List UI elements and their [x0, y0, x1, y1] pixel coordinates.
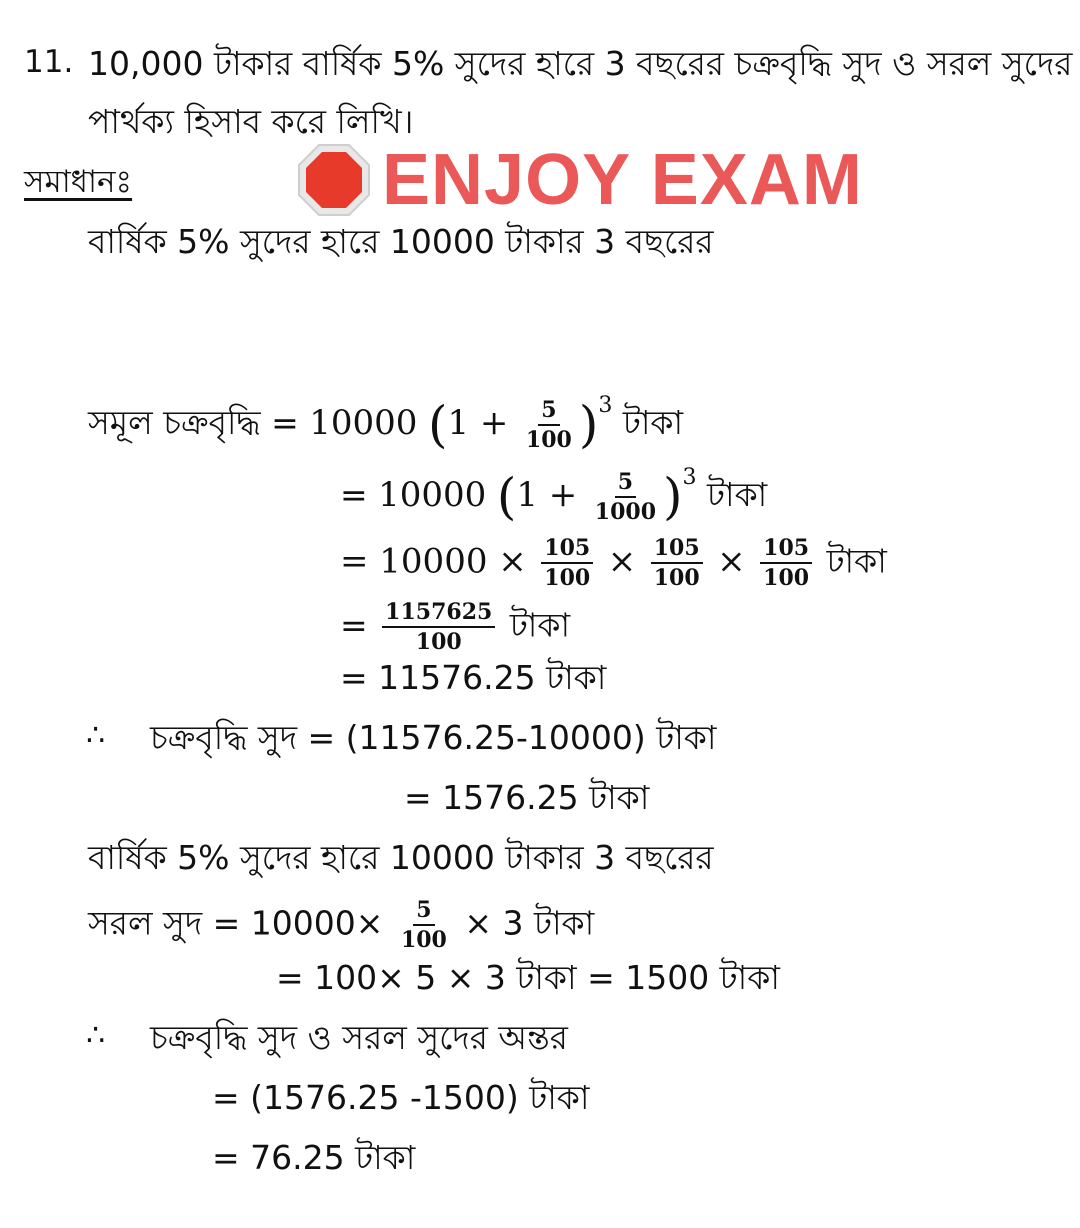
- intro-line-1: বার্ষিক 5% সুদের হারে 10000 টাকার 3 বছরের: [88, 222, 714, 261]
- compound-label: সমূল চক্রবৃদ্ধি: [88, 403, 261, 442]
- compound-step-2: = 10000 (1 + $\frac{5}{1000}$ )$^3$ টাকা: [340, 465, 768, 526]
- question-number: 11.: [24, 44, 74, 80]
- factor-fraction: $\frac{105}{100}$: [760, 536, 812, 590]
- simple-interest-line2: = 100× 5 × 3 টাকা = 1500 টাকা: [276, 958, 780, 997]
- intro-line-2: বার্ষিক 5% সুদের হারে 10000 টাকার 3 বছরের: [88, 838, 714, 877]
- difference-line2: = 76.25 টাকা: [212, 1138, 416, 1177]
- simple-interest-line1: সরল সুদ = 10000× $\frac{5}{100}$ × 3 টাকা: [88, 897, 595, 953]
- therefore-symbol: ∴: [86, 718, 106, 753]
- compound-step-4: = $\frac{1157625}{100}$ টাকা: [340, 599, 571, 655]
- therefore-symbol: ∴: [86, 1018, 106, 1053]
- compound-interest-line2: = 1576.25 টাকা: [404, 778, 650, 817]
- compound-step-1: সমূল চক্রবৃদ্ধি = 10000 (1 + $\frac{5}{100}$ )$^3$ টাকা: [88, 393, 684, 454]
- rate-fraction: $\frac{5}{100}$: [400, 897, 447, 953]
- compound-interest-line1: চক্রবৃদ্ধি সুদ = (11576.25-10000) টাকা: [150, 718, 717, 757]
- solution-label: সমাধানঃ: [24, 164, 133, 200]
- compound-step-3: = 10000 × $\frac{105}{100}$ × $\frac{105}{100}$ × $\frac{105}{100}$ টাকা: [340, 535, 887, 591]
- factor-fraction: $\frac{105}{100}$: [541, 536, 593, 590]
- factor-fraction: $\frac{105}{100}$: [651, 536, 703, 590]
- result-fraction: $\frac{1157625}{100}$: [382, 600, 495, 654]
- rate-fraction: $\frac{5}{1000}$: [594, 468, 657, 525]
- difference-line1: = (1576.25 -1500) টাকা: [212, 1078, 590, 1117]
- watermark-text: ENJOY EXAM: [382, 140, 863, 220]
- watermark: [296, 140, 863, 220]
- question-text-line2: পার্থক্য হিসাব করে লিখি।: [88, 102, 414, 141]
- compound-step-5: = 11576.25 টাকা: [340, 658, 607, 697]
- difference-label: চক্রবৃদ্ধি সুদ ও সরল সুদের অন্তর: [150, 1018, 568, 1057]
- question-text-line1: 10,000 টাকার বার্ষিক 5% সুদের হারে 3 বছরের চক্রবৃদ্ধি সুদ ও সরল সুদের: [88, 44, 1073, 83]
- stop-octagon-icon: [296, 142, 372, 218]
- rate-fraction: $\frac{5}{100}$: [525, 396, 572, 453]
